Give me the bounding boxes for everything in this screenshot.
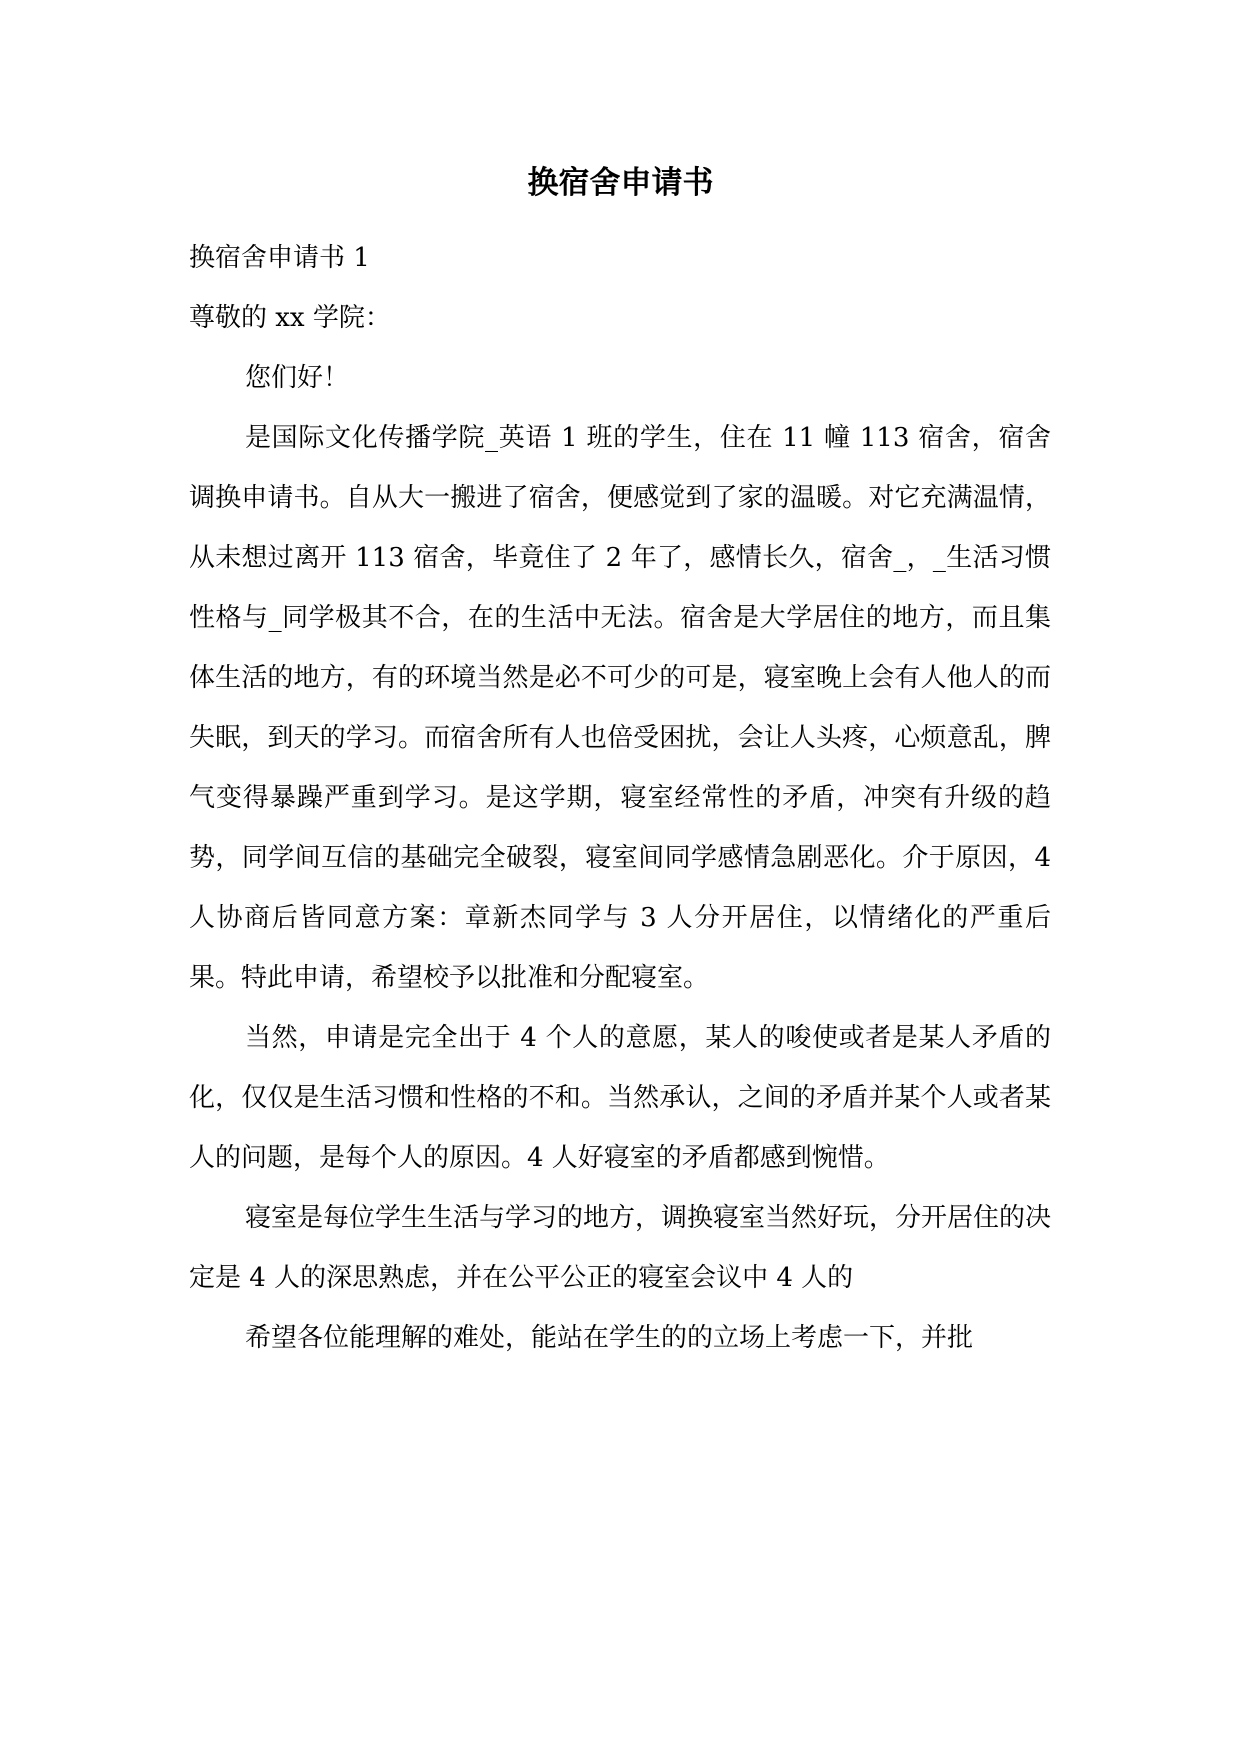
document-body xyxy=(189,228,1051,1368)
paragraph-2: 当然，申请是完全出于 4 个人的意愿，某人的唆使或者是某人矛盾的化，仅仅是生活习惯和性格的不和。当然承认，之间的矛盾并某个人或者某人的问题，是每个人的原因。4 人好寝室的矛盾都感到惋惜。 xyxy=(189,1023,1051,1173)
document-heading: 换宿舍申请书 1 xyxy=(189,243,370,273)
greeting: 您们好！ xyxy=(245,363,350,393)
paragraph-3: 寝室是每位学生生活与学习的地方，调换寝室当然好玩，分开居住的决定是 4 人的深思熟虑，并在公平公正的寝室会议中 4 人的 xyxy=(189,1203,1052,1293)
paragraph-1: 是国际文化传播学院_英语 1 班的学生，住在 11 幢 113 宿舍，宿舍调换申请书。自从大一搬进了宿舍，便感觉到了家的温暖。对它充满温情，从未想过离开 113 宿舍，毕竟住了 2 年了，感情长久，宿舍_，_生活习惯性格与_同学极其不合，在的生活中无法。宿舍是大学居住的地方，而且集体生活的地方，有的环境当然是必不可少的可是，寝室晚上会有人他人的而失眠，到天的学习。而宿舍所有人也倍受困扰，会让人头疼，心烦意乱，脾气变得暴躁严重到学习。是这学期，寝室经常性的矛盾，冲突有升级的趋势，同学间互信的基础完全破裂，寝室间同学感情急剧恶化。介于原因，4 人协商后皆同意方案：章新杰同学与 3 人分开居住，以情绪化的严重后果。特此申请，希望校予以批准和分配寝室。 xyxy=(189,423,1051,993)
paragraph-4: 希望各位能理解的难处，能站在学生的的立场上考虑一下，并批 xyxy=(245,1323,974,1353)
salutation: 尊敬的 xx 学院： xyxy=(189,303,391,333)
document-title: 换宿舍申请书 xyxy=(527,165,714,201)
